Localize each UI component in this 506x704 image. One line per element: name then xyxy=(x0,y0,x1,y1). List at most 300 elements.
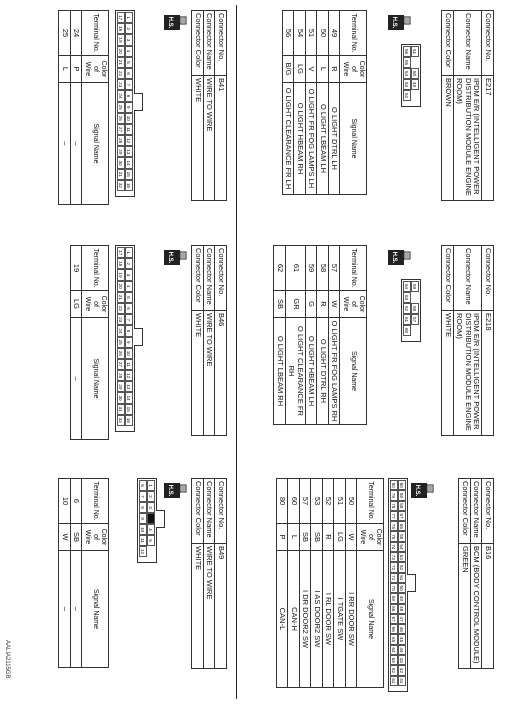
pin-cell: 4 xyxy=(126,281,134,292)
pin-cell: 31 xyxy=(118,169,126,180)
pin-cell: 13 xyxy=(126,381,134,392)
wire-color-header: Color of Wire xyxy=(340,291,367,318)
connector-name: WIRE TO WIRE xyxy=(204,311,216,436)
pin-cell: 74 xyxy=(391,542,399,552)
hs-label: H.S. xyxy=(391,251,398,264)
terminal-no: 49 xyxy=(329,11,341,56)
pin-cell: 57 xyxy=(399,511,407,521)
pin-cell: 62 xyxy=(404,303,412,314)
signal-name: O LIGHT DTRL LH xyxy=(329,83,341,195)
terminal-no: 59 xyxy=(306,246,318,291)
pin-cell: 8 xyxy=(126,325,134,336)
connector-no: B49 xyxy=(215,544,227,669)
pin-cell: 6 xyxy=(126,68,134,79)
wire-color: R xyxy=(317,291,329,318)
connector-color-label: Connector Color xyxy=(192,246,204,311)
terminal-no-header: Terminal No. xyxy=(340,11,367,56)
pin-cell: 16 xyxy=(126,415,134,426)
wire-color-header: Color of Wire xyxy=(340,56,367,83)
pin-cell: 41 xyxy=(399,676,407,686)
pin-cell: 23 xyxy=(118,79,126,90)
connector-name-label: Connector Name xyxy=(204,479,216,544)
pin-cell: 7 xyxy=(126,314,134,325)
pin-cell: 14 xyxy=(126,157,134,168)
pin-cell: 18 xyxy=(118,258,126,269)
wire-color: SB xyxy=(274,291,286,318)
pin-cell: 22 xyxy=(118,303,126,314)
terminal-no: 51 xyxy=(334,479,346,524)
connector-header-table xyxy=(192,478,228,669)
connector-no-label: Connector No. xyxy=(482,246,494,311)
signal-name: – xyxy=(71,83,83,205)
signal-name: I DR DOOR2 SW xyxy=(300,551,312,688)
pin-cell: 21 xyxy=(118,292,126,303)
pin-cell: 11 xyxy=(126,124,134,135)
terminal-no-header: Terminal No. xyxy=(82,479,109,524)
pin-cell: 14 xyxy=(126,392,134,403)
pin-cell: 5 xyxy=(148,535,156,546)
pin-cell: 6 xyxy=(126,303,134,314)
pin-cell: 10 xyxy=(126,113,134,124)
terminal-no: 61 xyxy=(286,246,306,291)
wire-color: GR xyxy=(286,291,306,318)
signal-table xyxy=(282,10,368,195)
connector-latch xyxy=(408,574,417,592)
terminal-no-header: Terminal No. xyxy=(340,246,367,291)
connector-name-label: Connector Name xyxy=(454,246,483,311)
pin-cell: 61 xyxy=(404,314,412,325)
connector-color: WHITE xyxy=(192,544,204,669)
connector-name: BCM (BODY CONTROL MODULE) xyxy=(471,544,483,669)
connector-no: E217 xyxy=(482,76,494,201)
pin-cell: 15 xyxy=(126,169,134,180)
pin-cell: 1 xyxy=(126,12,134,23)
signal-name: – xyxy=(59,551,71,668)
hs-icon xyxy=(388,14,412,31)
signal-name-header: Signal Name xyxy=(82,551,109,668)
pin-cell: 50 xyxy=(412,68,420,79)
pin-cell: 53 xyxy=(404,79,412,90)
wire-color: L xyxy=(59,56,71,83)
connector-name: IPDM E/R (INTELLIGENT POWER DISTRIBUTION MODULE ENGINE ROOM) xyxy=(454,76,483,201)
pin-cell: 54 xyxy=(399,542,407,552)
connector-diagram-area xyxy=(385,478,459,693)
signal-name: CAN-L xyxy=(277,551,289,688)
table-row xyxy=(59,479,71,668)
pin-cell: 16 xyxy=(126,180,134,191)
wire-color: R xyxy=(323,524,335,551)
wire-color: G xyxy=(306,291,318,318)
hs-icon xyxy=(164,14,188,31)
pin-cell: 26 xyxy=(118,113,126,124)
connector-no: B46 xyxy=(215,311,227,436)
pin-cell: 25 xyxy=(118,102,126,113)
connector-no: E218 xyxy=(482,311,494,436)
pin-cell: 8 xyxy=(126,90,134,101)
signal-name: I TGATE SW xyxy=(334,551,346,688)
pin-cell: 51 xyxy=(412,46,420,57)
terminal-no: 58 xyxy=(317,246,329,291)
pin-cell: 17 xyxy=(118,247,126,258)
signal-table xyxy=(276,478,385,688)
signal-table xyxy=(274,245,368,425)
connector-color-label: Connector Color xyxy=(442,11,454,76)
wire-color-header: Color of Wire xyxy=(82,524,109,551)
table-row xyxy=(317,11,329,195)
pin-cell: 10 xyxy=(140,524,148,535)
pin-cell: 27 xyxy=(118,359,126,370)
pin-cell: 2 xyxy=(126,258,134,269)
wire-color: SB xyxy=(71,524,83,551)
pin-cell: 64 xyxy=(391,645,399,655)
signal-table xyxy=(70,245,110,440)
pin-cell: 3 xyxy=(126,34,134,45)
pin-cell: 19 xyxy=(118,34,126,45)
table-row xyxy=(311,479,323,688)
hs-label: H.S. xyxy=(167,251,174,264)
wire-color: P xyxy=(277,524,289,551)
pin-cell: 4 xyxy=(126,46,134,57)
connector-color-label: Connector Color xyxy=(192,479,204,544)
connector-latch xyxy=(135,328,144,346)
hs-icon xyxy=(411,482,435,499)
pin-cell: 56 xyxy=(399,521,407,531)
connector-diagram-area xyxy=(110,478,192,693)
signal-name-header: Signal Name xyxy=(82,83,109,205)
terminal-no-header: Terminal No. xyxy=(82,11,109,56)
terminal-no-header: Terminal No. xyxy=(82,246,109,291)
pin-cell: 56 xyxy=(404,46,412,57)
terminal-no: 50 xyxy=(346,479,358,524)
pin-cell: 9 xyxy=(140,513,148,524)
hs-label: H.S. xyxy=(414,484,421,497)
signal-name: – xyxy=(59,83,71,205)
pin-cell: 12 xyxy=(140,546,148,557)
connector-no-label: Connector No. xyxy=(482,479,494,544)
pin-cell: 12 xyxy=(126,370,134,381)
connector-e217-panel xyxy=(282,10,494,225)
pin-cell xyxy=(148,513,156,524)
connector-header-table xyxy=(192,10,228,201)
pin-cell: 1 xyxy=(148,480,156,491)
signal-name: O LIGHT FR FOG LAMPS RH xyxy=(329,318,341,425)
pin-cell: 43 xyxy=(399,655,407,665)
pin-cell: 32 xyxy=(118,415,126,426)
pin-cell: 49 xyxy=(399,593,407,603)
pin-cell: 61 xyxy=(391,676,399,686)
connector-no: B16 xyxy=(482,544,494,669)
connector-no-label: Connector No. xyxy=(215,11,227,76)
connector-header-table xyxy=(459,478,495,669)
wire-color: W xyxy=(329,291,341,318)
signal-name-header: Signal Name xyxy=(82,318,109,440)
connector-no-label: Connector No. xyxy=(482,11,494,76)
wire-color: B/G xyxy=(283,56,295,83)
table-row xyxy=(329,11,341,195)
pin-cell: 20 xyxy=(118,46,126,57)
pin-cell: 77 xyxy=(391,511,399,521)
connector-color-label: Connector Color xyxy=(459,479,471,544)
connector-header-table xyxy=(192,245,228,436)
signal-name: O LIGHT DTRL RH xyxy=(317,318,329,425)
signal-name: O LIGHT HBEAM RH xyxy=(294,83,306,195)
pin-grid xyxy=(138,478,158,563)
table-row xyxy=(329,246,341,425)
table-row xyxy=(323,479,335,688)
terminal-no: 80 xyxy=(277,479,289,524)
signal-name-header: Signal Name xyxy=(340,318,367,425)
connector-color: GREEN xyxy=(459,544,471,669)
table-row xyxy=(274,246,286,425)
pin-cell: 52 xyxy=(404,90,412,101)
wire-color: L xyxy=(317,56,329,83)
table-row xyxy=(288,479,300,688)
connector-color: WHITE xyxy=(442,311,454,436)
terminal-no: 25 xyxy=(59,11,71,56)
pin-cell: 2 xyxy=(126,23,134,34)
pin-cell: 13 xyxy=(126,146,134,157)
wire-color-header: Color of Wire xyxy=(357,524,384,551)
table-row xyxy=(283,11,295,195)
pin-cell: 78 xyxy=(391,501,399,511)
connector-name-label: Connector Name xyxy=(454,11,483,76)
pin-cell: 18 xyxy=(118,23,126,34)
pin-grid xyxy=(389,478,409,692)
pin-cell: 72 xyxy=(391,562,399,572)
pin-grid xyxy=(116,10,136,197)
pin-cell: 2 xyxy=(148,491,156,502)
pin-cell: 48 xyxy=(399,604,407,614)
connector-color: BROWN xyxy=(442,76,454,201)
signal-name: O LIGHT CLEARANCE FR LH xyxy=(283,83,295,195)
pin-cell: 11 xyxy=(126,359,134,370)
pin-cell: 24 xyxy=(118,90,126,101)
connector-diagram-area xyxy=(110,10,192,225)
signal-name-header: Signal Name xyxy=(357,551,384,688)
connector-color-label: Connector Color xyxy=(442,246,454,311)
terminal-no: 57 xyxy=(300,479,312,524)
pin-cell: 55 xyxy=(404,57,412,68)
pin-cell: 32 xyxy=(118,180,126,191)
pin-cell: 15 xyxy=(126,404,134,415)
pin-cell: 7 xyxy=(126,79,134,90)
pin-cell: 29 xyxy=(118,146,126,157)
table-row xyxy=(59,11,71,205)
connector-no: B41 xyxy=(215,76,227,201)
wire-color: SB xyxy=(300,524,312,551)
signal-table xyxy=(59,478,110,668)
pin-cell: 45 xyxy=(399,634,407,644)
signal-name: – xyxy=(71,551,83,668)
pin-cell: 28 xyxy=(118,135,126,146)
connector-e218-panel xyxy=(274,245,495,460)
connector-color: WHITE xyxy=(192,311,204,436)
wire-color: P xyxy=(71,56,83,83)
wire-color: V xyxy=(306,56,318,83)
table-row xyxy=(277,479,289,688)
terminal-no: 62 xyxy=(274,246,286,291)
pin-cell: 59 xyxy=(412,281,420,292)
pin-cell: 71 xyxy=(391,573,399,583)
pin-cell: 67 xyxy=(391,614,399,624)
pin-cell: 64 xyxy=(404,281,412,292)
terminal-no: 60 xyxy=(288,479,300,524)
wire-color: LG xyxy=(71,291,83,318)
pin-cell: 79 xyxy=(391,490,399,500)
pin-cell: 68 xyxy=(391,604,399,614)
connector-b46-panel xyxy=(70,245,227,460)
connector-color-label: Connector Color xyxy=(192,11,204,76)
table-row xyxy=(286,246,306,425)
pin-cell: 55 xyxy=(399,531,407,541)
terminal-no: 51 xyxy=(306,11,318,56)
hs-label: H.S. xyxy=(167,16,174,29)
wire-color: LG xyxy=(334,524,346,551)
connector-name: IPDM E/R (INTELLIGENT POWER DISTRIBUTION MODULE ENGINE ROOM) xyxy=(454,311,483,436)
table-row xyxy=(71,479,83,668)
pin-grid xyxy=(402,279,422,342)
connector-diagram-area xyxy=(368,10,442,225)
connector-b16-panel xyxy=(276,478,494,693)
signal-name: O LIGHT CLEARANCE FR RH xyxy=(286,318,306,425)
pin-cell xyxy=(412,292,420,303)
pin-cell: 20 xyxy=(118,281,126,292)
pin-cell: 27 xyxy=(118,124,126,135)
terminal-no: 50 xyxy=(317,11,329,56)
pin-cell: 69 xyxy=(391,593,399,603)
terminal-no: 52 xyxy=(323,479,335,524)
connector-color: WHITE xyxy=(192,76,204,201)
connector-b41-panel xyxy=(59,10,228,225)
pin-cell: 3 xyxy=(148,502,156,513)
connector-name-label: Connector Name xyxy=(204,11,216,76)
wire-color: L xyxy=(288,524,300,551)
pin-cell: 54 xyxy=(404,68,412,79)
signal-name-header: Signal Name xyxy=(340,83,367,195)
terminal-no: 6 xyxy=(71,479,83,524)
pin-cell: 1 xyxy=(126,247,134,258)
pin-cell: 5 xyxy=(126,292,134,303)
pin-cell xyxy=(412,57,420,68)
wire-color-header: Color of Wire xyxy=(82,56,109,83)
wire-color: W xyxy=(59,524,71,551)
connector-diagram-area xyxy=(368,245,442,460)
pin-cell: 58 xyxy=(399,501,407,511)
terminal-no: 24 xyxy=(71,11,83,56)
wire-color: W xyxy=(346,524,358,551)
signal-name: O LIGHT FR FOG LAMPS LH xyxy=(306,83,318,195)
table-row xyxy=(300,479,312,688)
hs-icon xyxy=(164,482,188,499)
pin-cell: 8 xyxy=(140,502,148,513)
pin-cell: 60 xyxy=(404,325,412,336)
connector-name: WIRE TO WIRE xyxy=(204,76,216,201)
pin-cell: 53 xyxy=(399,552,407,562)
connector-header-table xyxy=(442,245,495,436)
pin-grid xyxy=(116,245,136,432)
signal-name: CAN-H xyxy=(288,551,300,688)
pin-cell: 9 xyxy=(126,337,134,348)
pin-cell: 9 xyxy=(126,102,134,113)
table-row xyxy=(71,11,83,205)
wire-color: LG xyxy=(294,56,306,83)
pin-cell: 65 xyxy=(391,634,399,644)
table-row xyxy=(71,246,83,440)
pin-cell: 5 xyxy=(126,57,134,68)
pin-cell: 6 xyxy=(140,480,148,491)
terminal-no: 57 xyxy=(329,246,341,291)
pin-cell: 63 xyxy=(391,655,399,665)
signal-name: O LIGHT LBEAM RH xyxy=(274,318,286,425)
table-row xyxy=(294,11,306,195)
terminal-no: 56 xyxy=(283,11,295,56)
table-row xyxy=(317,246,329,425)
pin-cell: 31 xyxy=(118,404,126,415)
pin-cell: 3 xyxy=(126,269,134,280)
signal-name: I RR DOOR SW xyxy=(346,551,358,688)
pin-cell: 73 xyxy=(391,552,399,562)
pin-cell: 25 xyxy=(118,337,126,348)
pin-cell: 50 xyxy=(399,583,407,593)
pin-cell: 76 xyxy=(391,521,399,531)
connector-b49-panel xyxy=(59,478,228,693)
figure-code: AALIA2115GB xyxy=(4,640,10,679)
pin-cell: 7 xyxy=(140,491,148,502)
pin-cell: 4 xyxy=(148,524,156,535)
pin-cell: 28 xyxy=(118,370,126,381)
pin-cell: 60 xyxy=(399,480,407,490)
pin-cell: 66 xyxy=(391,624,399,634)
terminal-no: 19 xyxy=(71,246,83,291)
pin-cell: 59 xyxy=(399,490,407,500)
pin-cell: 46 xyxy=(399,624,407,634)
connector-no-label: Connector No. xyxy=(215,479,227,544)
hs-label: H.S. xyxy=(391,16,398,29)
pin-cell: 29 xyxy=(118,381,126,392)
pin-grid xyxy=(402,44,422,107)
row-divider xyxy=(236,5,237,699)
connector-name: WIRE TO WIRE xyxy=(204,544,216,669)
pin-cell: 10 xyxy=(126,348,134,359)
terminal-no-header: Terminal No. xyxy=(357,479,384,524)
connector-no-label: Connector No. xyxy=(215,246,227,311)
signal-table xyxy=(59,10,110,205)
connector-header-table xyxy=(442,10,495,201)
signal-name: O LIGHT LBEAM LH xyxy=(317,83,329,195)
table-row xyxy=(334,479,346,688)
hs-icon xyxy=(388,249,412,266)
pin-cell: 11 xyxy=(140,535,148,546)
pin-cell: 12 xyxy=(126,135,134,146)
terminal-no: 54 xyxy=(294,11,306,56)
connector-latch xyxy=(157,510,166,528)
signal-name: I AS DOOR2 SW xyxy=(311,551,323,688)
pin-cell: 80 xyxy=(391,480,399,490)
pin-cell: 75 xyxy=(391,531,399,541)
pin-cell: 26 xyxy=(118,348,126,359)
pin-cell: 22 xyxy=(118,68,126,79)
pin-cell: 57 xyxy=(412,314,420,325)
pin-cell: 42 xyxy=(399,665,407,675)
table-row xyxy=(306,11,318,195)
connector-name-label: Connector Name xyxy=(471,479,483,544)
table-row xyxy=(306,246,318,425)
pin-cell: 17 xyxy=(118,12,126,23)
pin-cell: 21 xyxy=(118,57,126,68)
wire-color: R xyxy=(329,56,341,83)
wire-color: SB xyxy=(311,524,323,551)
signal-name: O LIGHT HBEAM LH xyxy=(306,318,318,425)
